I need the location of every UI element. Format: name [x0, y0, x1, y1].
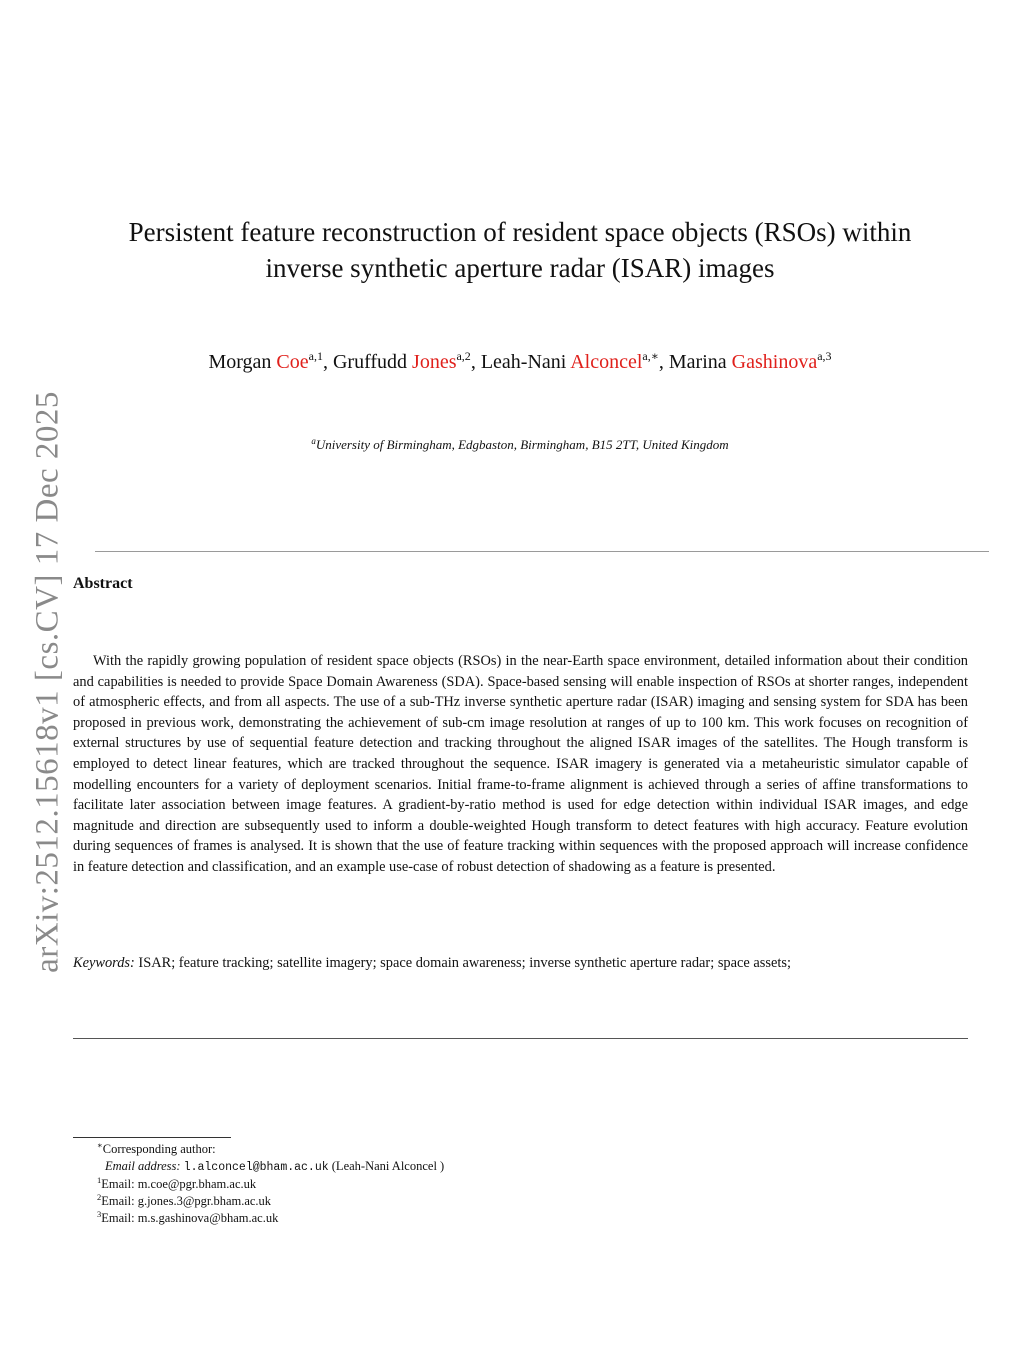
footnote-2: $^2$Email: g.jones.3@pgr.bham.ac.uk [97, 1192, 272, 1208]
author-3: Leah-Nani Alconcel$^{a,∗}$, [480, 349, 669, 373]
affiliation-mark: a [311, 436, 316, 446]
header-divider [95, 551, 989, 552]
paper-title [80, 214, 960, 286]
footnote-corresponding: ∗Corresponding author: [97, 1140, 216, 1156]
author-1-surname[interactable]: Coe [276, 351, 309, 373]
footnote-email-address: Email address: l.alconcel@bham.ac.uk (Leah-Nani Alconcel ) [105, 1159, 445, 1174]
footnote-1: $^1$Email: m.coe@pgr.bham.ac.uk [97, 1175, 257, 1191]
author-2-surname[interactable]: Jones [412, 351, 457, 373]
affiliation-text: University of Birmingham, Edgbaston, Birmingham, B15 2TT, United Kingdom [315, 437, 729, 452]
author-2-marks: a,2 [456, 349, 471, 363]
author-1-marks: a,1 [308, 349, 323, 363]
abstract-heading: Abstract [73, 575, 133, 592]
author-4-surname[interactable]: Gashinova [731, 351, 818, 373]
abstract-text: With the rapidly growing population of resident space objects (RSOs) in the near-Earth space environment, detailed information about their condition and capabilities is needed to provide Space Domain Awareness (SDA). Space-based sensing will enable inspection of RSOs at shorter ranges, independent of atmospheric effects, and from all aspects. The use of a sub-THz inverse synthetic aperture radar (ISAR) imaging and sensing system for SDA has been proposed in previous work, demonstrating the achievement of sub-cm image resolution at ranges of up to 100 km. This work focuses on recognition of external structures by use of sequential feature detection and tracking throughout the aligned ISAR images of the satellites. The Hough transform is employed to detect linear features, which are tracked throughout the sequence. ISAR imagery is generated via a metaheuristic simulator capable of modelling encounters for a variety of deployment scenarios. Initial frame-to-frame alignment is achieved through a series of affine transformations to facilitate later association between image features. A gradient-by-ratio method is used for edge detection within individual ISAR images, and edge magnitude and direction are subsequently used to inform a double-weighted Hough transform to detect features with high accuracy. Feature evolution during sequences of frames is analysed. It is shown that the use of feature tracking within sequences with the proposed approach will increase confidence in feature detection and classification, and an example use-case of robust detection of shadowing as a feature is presented. [73, 653, 968, 875]
corresponding-email-link[interactable]: l.alconcel@bham.ac.uk [183, 1161, 329, 1174]
author-1: Morgan Coe$^{a,1}$, [208, 349, 333, 373]
footnote-rule [73, 1137, 231, 1138]
title-line-2: inverse synthetic aperture radar (ISAR) images [265, 253, 775, 283]
footnotes [97, 1141, 444, 1227]
abstract-divider [73, 1038, 968, 1039]
footnote-3: $^3$Email: m.s.gashinova@bham.ac.uk [97, 1209, 279, 1225]
author-4: Marina Gashinova$^{a,3}$ [668, 349, 832, 373]
keywords-text: ISAR; feature tracking; satellite imagery; space domain awareness; inverse synthetic aperture radar; space assets; [134, 955, 791, 971]
affiliation [80, 437, 960, 453]
keywords [73, 953, 968, 973]
author-list [80, 349, 960, 375]
arxiv-side-stamp: arXiv:2512.15618v1 [cs.CV] 17 Dec 2025 [29, 391, 66, 973]
keywords-label: Keywords: [73, 955, 135, 971]
author-2: Gruffudd Jones$^{a,2}$, [332, 349, 481, 373]
title-line-1: Persistent feature reconstruction of resident space objects (RSOs) within [128, 217, 912, 247]
author-4-marks: a,3 [817, 349, 832, 363]
author-3-marks: a,∗ [642, 349, 659, 363]
author-3-surname[interactable]: Alconcel [570, 351, 643, 373]
